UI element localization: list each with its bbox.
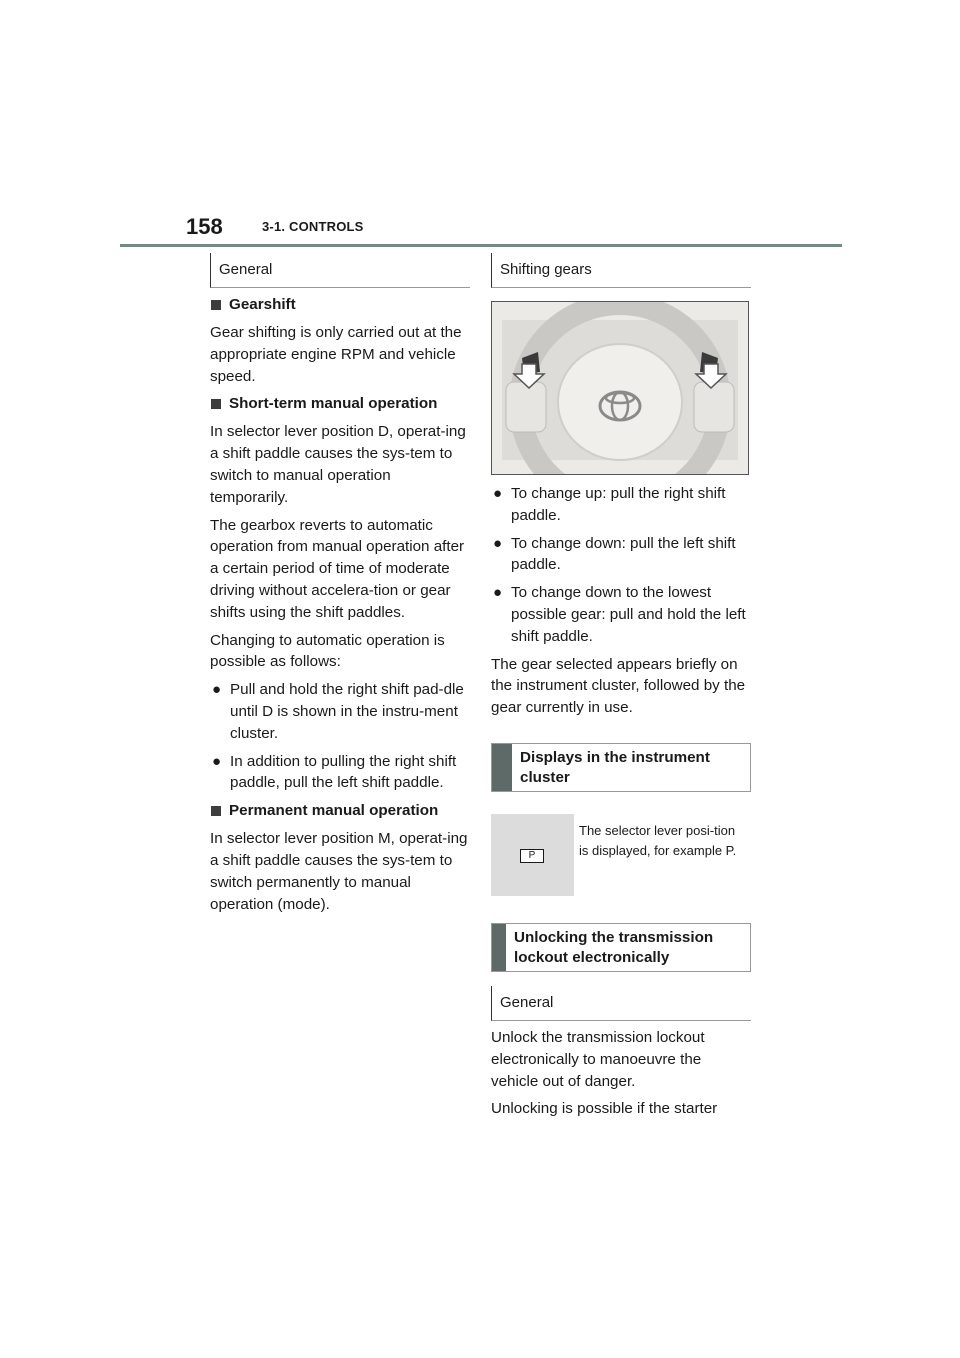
bullet-dot-icon: ● [212,681,222,699]
permanent-text: In selector lever position M, operat-ing a shift paddle causes the sys-tem to switch permanently to manual operation (mode). [210,830,468,913]
header-rule [120,244,842,247]
steering-wheel-illustration [492,302,748,474]
subhead-shifting-gears: Shifting gears [491,253,751,288]
gear-badge: P [520,849,544,863]
heading-gearshift [210,294,470,316]
unlock-paragraph-2: Unlocking is possible if the starter [491,1100,718,1118]
display-row [491,814,751,896]
square-icon [211,806,221,816]
section-label: 3-1. CONTROLS [262,219,364,234]
heading-unlocking [491,923,751,972]
heading-bar [492,924,506,971]
list-item [491,533,751,577]
bullet-dot-icon: ● [493,584,503,602]
steering-wheel-figure [491,301,749,475]
bullet-dot-icon: ● [493,534,503,552]
display-tile [491,814,574,896]
list-item-text: In addition to pulling the right shift paddle, pull the left shift paddle. [230,752,457,792]
heading-gearshift-label: Gearshift [229,296,296,313]
bullet-dot-icon: ● [212,752,222,770]
heading-short-term [210,393,470,415]
list-item-text: To change down to the lowest possible gear: pull and hold the left shift paddle. [511,584,746,645]
list-item-text: To change up: pull the right shift paddle. [511,485,726,524]
gearshift-text: Gear shifting is only carried out at the appropriate engine RPM and vehicle speed. [210,324,462,385]
list-item [491,483,751,527]
heading-bar [492,744,512,791]
subhead-general: General [210,253,470,288]
list-item-text: To change down: pull the left shift paddle. [511,534,736,574]
list-item-text: Pull and hold the right shift pad-dle until D is shown in the instru-ment cluster. [230,681,464,742]
gear-text: The gear selected appears briefly on the instrument cluster, followed by the gear currently in use. [491,655,746,717]
heading-displays [491,743,751,792]
bullet-dot-icon: ● [493,485,503,502]
heading-permanent [210,800,470,822]
left-column [210,253,470,915]
short-term-paragraph-1: In selector lever position D, operat-ing a shift paddle causes the sys-tem to switch to manual operation temporarily. [210,423,466,506]
right-column [491,253,751,1120]
unlock-paragraph-1: Unlock the transmission lockout electronically to manoeuvre the vehicle out of danger. [491,1028,705,1090]
display-caption: The selector lever posi-tion is displayed, for example P. [579,822,737,858]
square-icon [211,399,221,409]
short-term-paragraph-3: Changing to automatic operation is possible as follows: [210,631,445,671]
short-term-paragraph-2: The gearbox reverts to automatic operation from manual operation after a certain period of time of moderate driving without accelera-tion or gear shifts using the shift paddles. [210,516,465,621]
heading-displays-label: Displays in the instrument cluster [520,748,710,786]
list-item [210,679,470,744]
heading-permanent-label: Permanent manual operation [229,802,439,820]
square-icon [211,300,221,310]
page-number: 158 [186,214,223,239]
heading-short-term-label: Short-term manual operation [229,395,438,413]
heading-unlocking-label: Unlocking the transmission lockout electronically [513,928,714,966]
list-item [491,582,751,647]
list-item [210,751,470,795]
subhead-general-2: General [491,986,751,1021]
